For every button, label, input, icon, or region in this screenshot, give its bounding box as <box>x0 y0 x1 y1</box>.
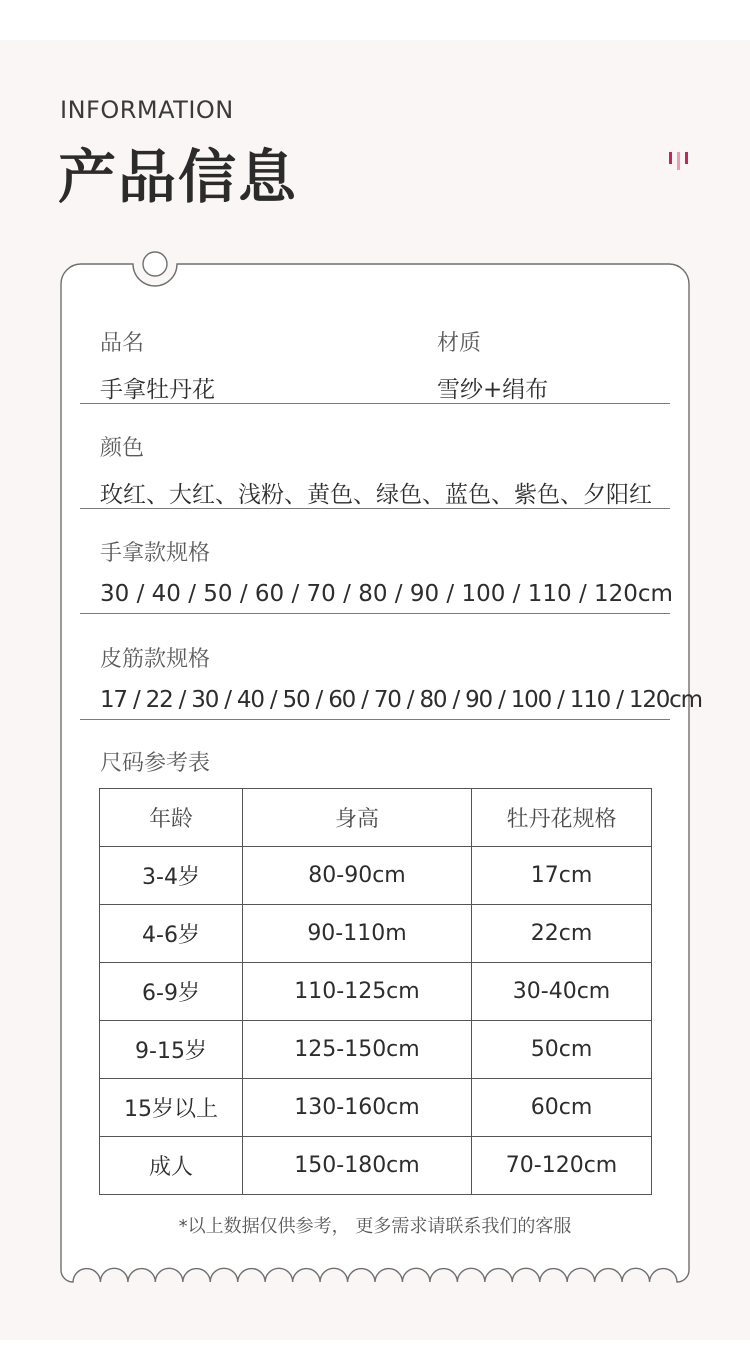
divider <box>80 719 670 720</box>
age-cell: 6-9岁 <box>100 963 243 1021</box>
name-label: 品名 <box>100 331 145 356</box>
divider <box>80 508 670 509</box>
flower-size-cell: 22cm <box>472 905 652 963</box>
column-header-age: 年龄 <box>100 789 243 847</box>
column-header-flower-size: 牡丹花规格 <box>472 789 652 847</box>
disclaimer-note: *以上数据仅供参考， 更多需求请联系我们的客服 <box>178 1216 572 1237</box>
handheld-spec-field <box>100 536 673 607</box>
age-cell: 成人 <box>100 1137 243 1195</box>
material-label: 材质 <box>437 331 482 356</box>
age-cell: 9-15岁 <box>100 1021 243 1079</box>
age-cell: 3-4岁 <box>100 847 243 905</box>
height-cell: 130-160cm <box>243 1079 472 1137</box>
flower-size-cell: 50cm <box>472 1021 652 1079</box>
divider <box>80 403 670 404</box>
material-field <box>437 326 548 404</box>
name-field <box>100 326 215 404</box>
elastic-spec-value: 17 / 22 / 30 / 40 / 50 / 60 / 70 / 80 / 90 / 100 / 110 / 120cm <box>100 687 702 713</box>
table-row <box>100 905 652 963</box>
age-cell: 4-6岁 <box>100 905 243 963</box>
table-row <box>100 1079 652 1137</box>
height-cell: 90-110m <box>243 905 472 963</box>
color-label: 颜色 <box>100 436 145 461</box>
table-row <box>100 1137 652 1195</box>
hang-hole-icon <box>143 252 167 276</box>
table-row <box>100 847 652 905</box>
table-row <box>100 1021 652 1079</box>
flower-size-cell: 60cm <box>472 1079 652 1137</box>
material-value: 雪纱+绢布 <box>437 377 549 403</box>
divider <box>80 613 670 614</box>
section-eyebrow: INFORMATION <box>60 96 234 124</box>
elastic-spec-label: 皮筋款规格 <box>100 647 211 672</box>
height-cell: 125-150cm <box>243 1021 472 1079</box>
height-cell: 150-180cm <box>243 1137 472 1195</box>
elastic-spec-field <box>100 642 702 713</box>
column-header-height: 身高 <box>243 789 472 847</box>
flower-size-cell: 17cm <box>472 847 652 905</box>
page-title: 产品信息 <box>58 143 299 211</box>
handheld-spec-value: 30 / 40 / 50 / 60 / 70 / 80 / 90 / 100 / 110 / 120cm <box>100 581 673 607</box>
age-cell: 15岁以上 <box>100 1079 243 1137</box>
flower-size-cell: 70-120cm <box>472 1137 652 1195</box>
color-field <box>100 431 652 509</box>
color-value: 玫红、大红、浅粉、黄色、绿色、蓝色、紫色、夕阳红 <box>100 482 652 508</box>
table-header-row <box>100 789 652 847</box>
height-cell: 80-90cm <box>243 847 472 905</box>
name-value: 手拿牡丹花 <box>100 377 215 403</box>
table-row <box>100 963 652 1021</box>
size-chart-title: 尺码参考表 <box>100 751 211 776</box>
height-cell: 110-125cm <box>243 963 472 1021</box>
flower-size-cell: 30-40cm <box>472 963 652 1021</box>
size-chart-table <box>99 788 652 1195</box>
size-chart-heading <box>100 746 210 777</box>
handheld-spec-label: 手拿款规格 <box>100 541 211 566</box>
